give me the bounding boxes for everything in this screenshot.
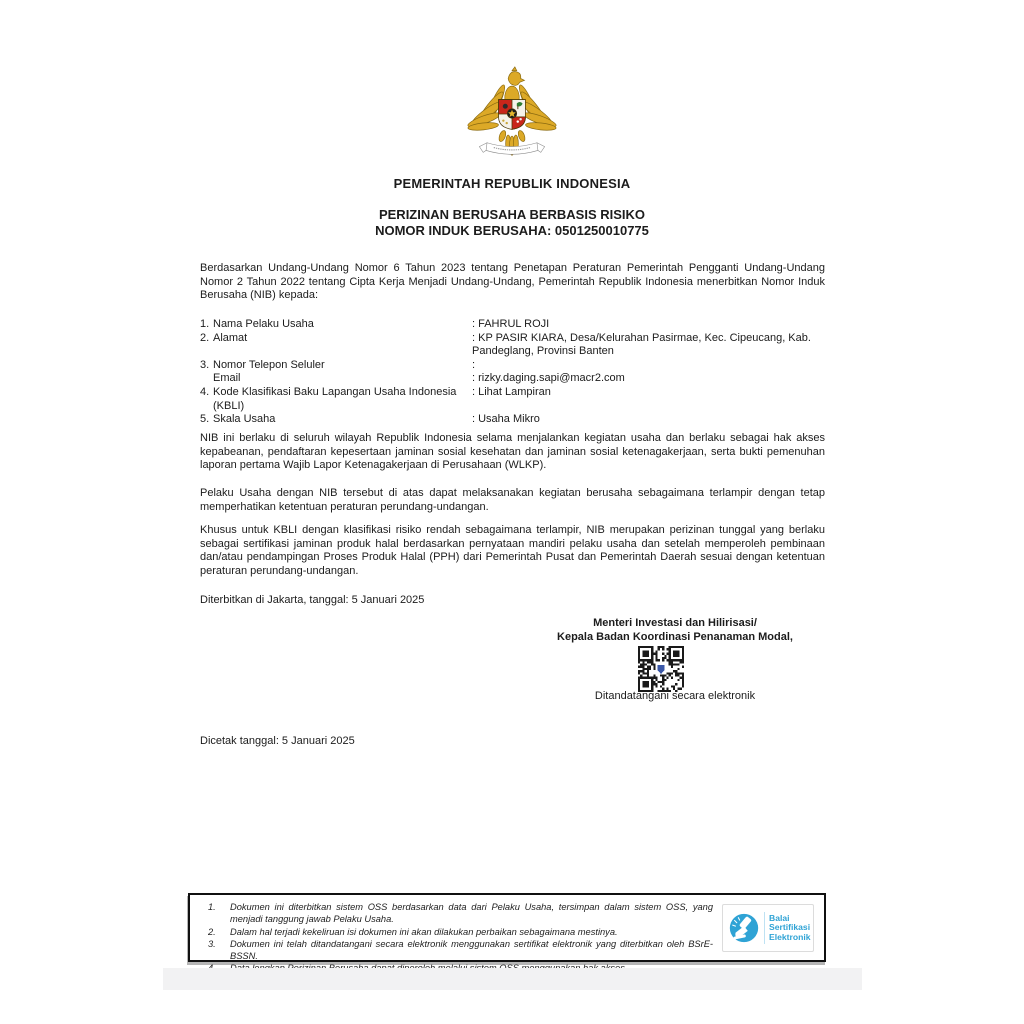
- note-num: 2.: [208, 926, 216, 937]
- field-row-email: [200, 372, 825, 386]
- field-num: [200, 372, 213, 386]
- field-label: Nomor Telepon Seluler: [213, 358, 325, 371]
- footer-notes-box: [188, 893, 826, 962]
- next-page-edge: [163, 968, 862, 990]
- badge-line2: Sertifikasi: [769, 922, 811, 933]
- field-num: 5.: [200, 413, 210, 426]
- garuda-pancasila-emblem: [464, 62, 560, 164]
- note-num: 1.: [208, 902, 216, 912]
- bsre-stamp-icon: [727, 911, 761, 945]
- government-title: PEMERINTAH REPUBLIK INDONESIA: [393, 176, 631, 191]
- field-num: 3.: [200, 358, 210, 371]
- field-value: : rizky.daging.sapi@macr2.com: [472, 372, 625, 385]
- field-value: : Lihat Lampiran: [472, 385, 551, 398]
- badge-divider: [764, 912, 765, 944]
- field-row-nama: [200, 318, 825, 332]
- field-num: 4.: [200, 385, 210, 398]
- issued-line: Diterbitkan di Jakarta, tanggal: 5 Januari 2025: [200, 594, 425, 606]
- field-label: Kode Klasifikasi Baku Lapangan Usaha Indonesia (KBLI): [213, 385, 457, 412]
- field-row-alamat: [200, 332, 825, 359]
- field-value: : Usaha Mikro: [472, 413, 540, 426]
- footer-note: [208, 938, 713, 963]
- nib-number-line: NOMOR INDUK BERUSAHA: 0501250010775: [375, 223, 649, 238]
- field-label: Nama Pelaku Usaha: [213, 318, 314, 330]
- field-row-skala: [200, 413, 825, 427]
- field-label: Skala Usaha: [213, 413, 276, 426]
- garuda-icon: [464, 62, 560, 164]
- esign-note: Ditandatangani secara elektronik: [594, 690, 756, 702]
- business-fields-list: [200, 318, 825, 427]
- footer-note: [208, 901, 713, 926]
- field-label: Email: [213, 372, 241, 385]
- signature-block: [505, 616, 845, 644]
- government-title-wrap: [0, 176, 1024, 191]
- field-row-kbli: [200, 386, 825, 413]
- paragraph-kbli-halal: Khusus untuk KBLI dengan klasifikasi risiko rendah sebagaimana terlampir, NIB merupakan perizinan tunggal yang berlaku sebagai sertifikasi jaminan produk halal berdasarkan pernyataan mandiri pelaku usaha dan setelah memperoleh pembinaan dan/atau pendampingan Proses Produk Halal (PPH) dari Pemerintah Pusat dan Pemerintah Daerah sesuai dengan ketentuan peraturan perundang-undangan.: [200, 524, 825, 577]
- note-text: Dokumen ini diterbitkan sistem OSS berdasarkan data dari Pelaku Usaha, tersimpan dalam sistem OSS, yang menjadi tanggung jawab Pelaku Usaha.: [230, 902, 713, 925]
- field-row-telepon: [200, 359, 825, 373]
- field-value: : KP PASIR KIARA, Desa/Kelurahan Pasirmae, Kec. Cipeucang, Kab. Pandeglang, Provinsi Banten: [472, 331, 811, 358]
- paragraph-nib-validity: NIB ini berlaku di seluruh wilayah Republik Indonesia selama menjalankan kegiatan usaha dan berlaku sebagai hak akses kepabeanan, pendaftaran kepesertaan jaminan sosial kesehatan dan jaminan sosial ketenagakerjaan, serta bukti pemenuhan laporan pertama Wajib Lapor Ketenagakerjaan di Perusahaan (WLKP).: [200, 432, 825, 472]
- field-value: :: [472, 358, 476, 371]
- badge-text: [769, 914, 811, 943]
- qr-code: [638, 646, 684, 692]
- footer-notes: [208, 901, 713, 975]
- note-text: Dokumen ini telah ditandatangani secara elektronik menggunakan sertifikat elektronik yang diterbitkan oleh BSrE-BSSN.: [230, 938, 713, 962]
- badge-line1: Balai: [769, 912, 790, 923]
- qr-code-icon: [638, 646, 684, 692]
- field-num: 2.: [200, 331, 210, 344]
- paragraph-pelaku-usaha: Pelaku Usaha dengan NIB tersebut di atas dapat melaksanakan kegiatan berusaha sebagaimana terlampir dengan tetap memperhatikan ketentuan peraturan perundang-undangan.: [200, 487, 825, 513]
- document-title: PERIZINAN BERUSAHA BERBASIS RISIKO: [378, 207, 646, 222]
- footer-note: [208, 926, 713, 938]
- intro-paragraph: Berdasarkan Undang-Undang Nomor 6 Tahun 2023 tentang Penetapan Peraturan Pemerintah Pengganti Undang-Undang Nomor 2 Tahun 2022 tentang Cipta Kerja Menjadi Undang-Undang, Pemerintah Republik Indonesia menerbitkan Nomor Induk Berusaha (NIB) kepada:: [200, 262, 825, 302]
- note-text: Dalam hal terjadi kekeliruan isi dokumen ini akan dilakukan perbaikan sebagaimana mestinya.: [230, 926, 618, 937]
- field-value: : FAHRUL ROJI: [472, 318, 550, 330]
- badge-line3: Elektronik: [769, 931, 811, 942]
- bsre-certification-badge: [722, 904, 814, 952]
- field-num: 1.: [200, 318, 210, 330]
- signatory-title-2: Kepala Badan Koordinasi Penanaman Modal,: [557, 631, 793, 643]
- field-label: Alamat: [213, 331, 248, 344]
- printed-date-line: Dicetak tanggal: 5 Januari 2025: [200, 735, 355, 747]
- document-title-wrap: [0, 207, 1024, 239]
- signatory-title-1: Menteri Investasi dan Hilirisasi/: [593, 617, 757, 629]
- note-num: 3.: [208, 938, 216, 949]
